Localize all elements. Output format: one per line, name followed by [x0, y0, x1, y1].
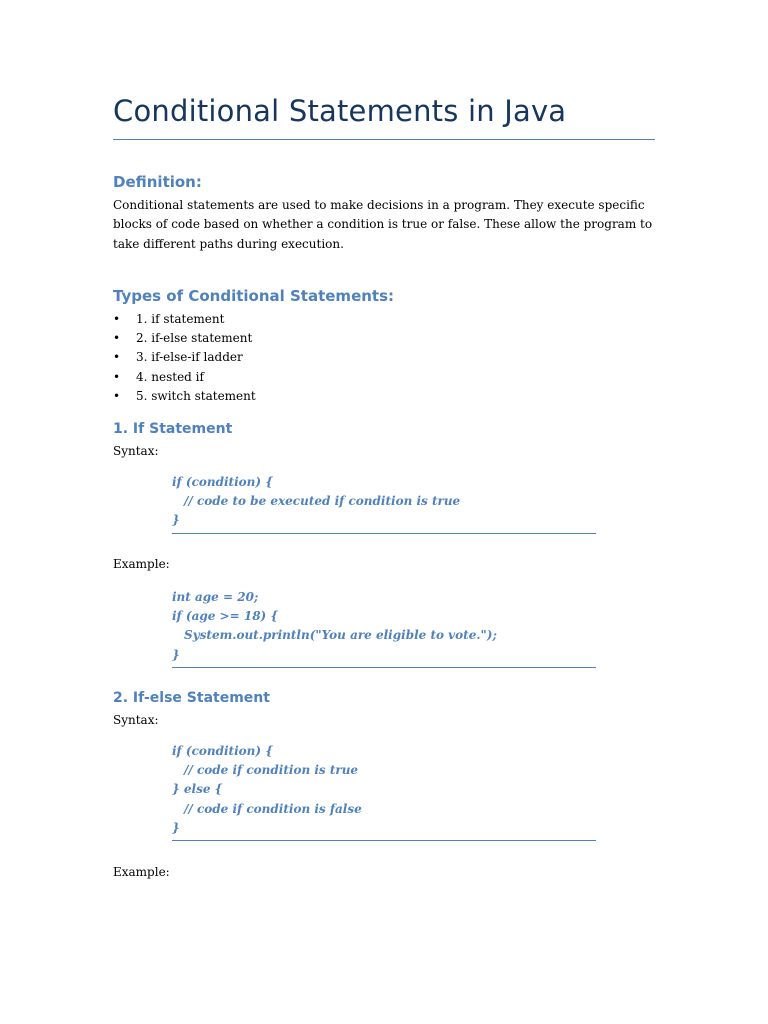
list-item-text: 4. nested if [136, 369, 204, 384]
code-line: // code if condition is true [184, 763, 359, 778]
bullet-icon: • [113, 388, 121, 403]
bullet-icon: • [113, 369, 121, 384]
code-line: // code if condition is false [184, 801, 362, 816]
if-example-code-block [172, 588, 596, 668]
title-divider [113, 139, 655, 140]
if-else-statement-heading: 2. If-else Statement [113, 690, 270, 706]
code-line: // code to be executed if condition is true [184, 494, 461, 509]
bullet-icon: • [113, 312, 121, 326]
code-line: if (condition) { [172, 475, 273, 489]
code-line: } [172, 513, 180, 528]
definition-line: blocks of code based on whether a condition is true or false. These allow the program to [113, 217, 653, 232]
code-line: if (age >= 18) { [172, 609, 279, 624]
if-else-syntax-label: Syntax: [113, 713, 159, 727]
if-syntax-code-block [172, 473, 596, 534]
document-title: Conditional Statements in Java [113, 94, 567, 128]
bullet-icon: • [113, 331, 121, 346]
list-item-text: 5. switch statement [136, 388, 256, 403]
list-item-text: 3. if-else-if ladder [136, 350, 243, 365]
definition-line: Conditional statements are used to make decisions in a program. They execute specific [113, 198, 645, 212]
if-else-example-label: Example: [113, 865, 170, 879]
if-syntax-label: Syntax: [113, 444, 159, 458]
definition-paragraph [113, 196, 653, 254]
code-line: System.out.println("You are eligible to vote."); [184, 628, 497, 643]
code-line: } [172, 647, 180, 662]
if-statement-heading: 1. If Statement [113, 421, 233, 437]
list-item-text: 2. if-else statement [136, 331, 253, 346]
definition-line: take different paths during execution. [113, 236, 344, 251]
code-line: } else { [172, 782, 223, 797]
bullet-icon: • [113, 350, 121, 365]
types-heading: Types of Conditional Statements: [113, 287, 395, 305]
code-line: int age = 20; [172, 590, 259, 604]
if-else-syntax-code-block [172, 742, 596, 841]
definition-heading: Definition: [113, 173, 202, 191]
code-line: if (condition) { [172, 744, 273, 758]
list-item-text: 1. if statement [136, 312, 225, 326]
if-example-label: Example: [113, 557, 170, 571]
code-line: } [172, 820, 180, 835]
